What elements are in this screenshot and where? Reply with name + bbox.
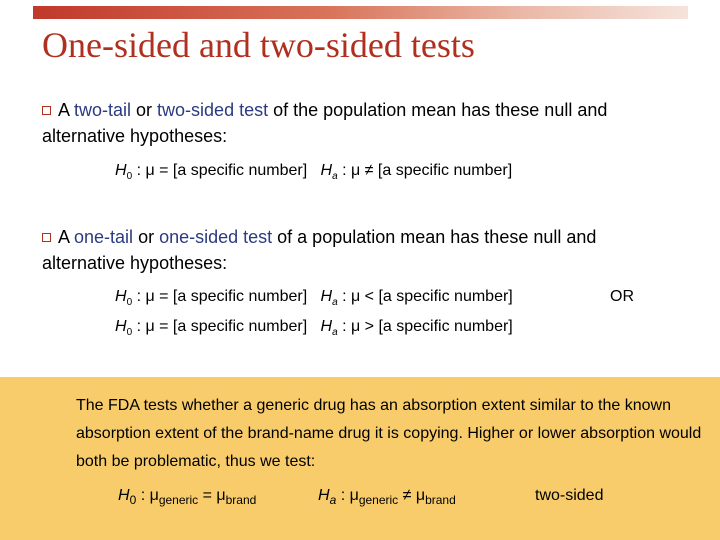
h0-label: H [115,318,127,335]
ha-statement: : μ < [a specific number] [337,288,513,305]
h0-sub: 0 [126,327,133,339]
ha-label: H [320,162,333,179]
two-sided-bullet [42,97,682,149]
term-two-sided-test: two-sided test [157,100,269,120]
ha-statement: : μ > [a specific number] [337,318,513,335]
term-one-tail: one-tail [74,227,134,247]
term-one-sided-test: one-sided test [159,227,273,247]
bullet-mid: or [131,100,158,120]
ha-mu: : μ [336,487,359,504]
h0-sub: 0 [126,297,133,309]
title-accent-bar [33,6,688,19]
one-sided-bullet [42,224,682,276]
ha-statement: : μ ≠ [a specific number] [337,162,513,179]
h0-label: H [115,162,127,179]
one-sided-hypotheses-upper [115,317,513,343]
square-bullet-icon [42,106,51,115]
h0-statement: : μ = [a specific number] [132,162,308,179]
ha-sub: a [332,327,338,339]
or-label: OR [610,288,634,305]
h0-mu: : μ [136,487,159,504]
ha-label: H [320,288,333,305]
bullet-suffix: of the population mean has these null and alternative hypotheses: [42,100,608,146]
h0-label: H [115,288,127,305]
h0-sub-brand: brand [225,493,257,508]
two-sided-hypotheses [115,161,512,187]
h0-statement: : μ = [a specific number] [132,318,308,335]
h0-statement: : μ = [a specific number] [132,288,308,305]
ha-not-equals: ≠ μ [398,487,426,504]
ha-sub: a [332,171,338,183]
h0-sub-generic: generic [158,493,199,508]
h0-sub: 0 [129,493,137,508]
bullet-prefix: A [58,227,75,247]
fda-example-text: The FDA tests whether a generic drug has an absorption extent similar to the known absorption extent of the brand-name drug it is copying. Higher or lower absorption would both be problematic, thus we test: [76,397,702,470]
one-sided-hypotheses-lower [115,287,513,313]
bullet-prefix: A [58,100,75,120]
fda-null-hypothesis [118,487,256,507]
ha-sub: a [329,493,337,508]
bullet-mid: or [133,227,160,247]
h0-equals: = μ [198,487,226,504]
ha-sub-generic: generic [358,493,399,508]
bullet-suffix: of a population mean has these null and alternative hypotheses: [42,227,597,273]
two-sided-label: two-sided [535,487,604,504]
ha-sub-brand: brand [425,493,456,508]
slide-title: One-sided and two-sided tests [42,25,475,65]
term-two-tail: two-tail [74,100,132,120]
ha-label: H [320,318,333,335]
ha-label: H [318,487,330,504]
h0-label: H [118,487,130,504]
square-bullet-icon [42,233,51,242]
h0-sub: 0 [126,171,133,183]
fda-alternative-hypothesis [318,487,456,507]
ha-sub: a [332,297,338,309]
